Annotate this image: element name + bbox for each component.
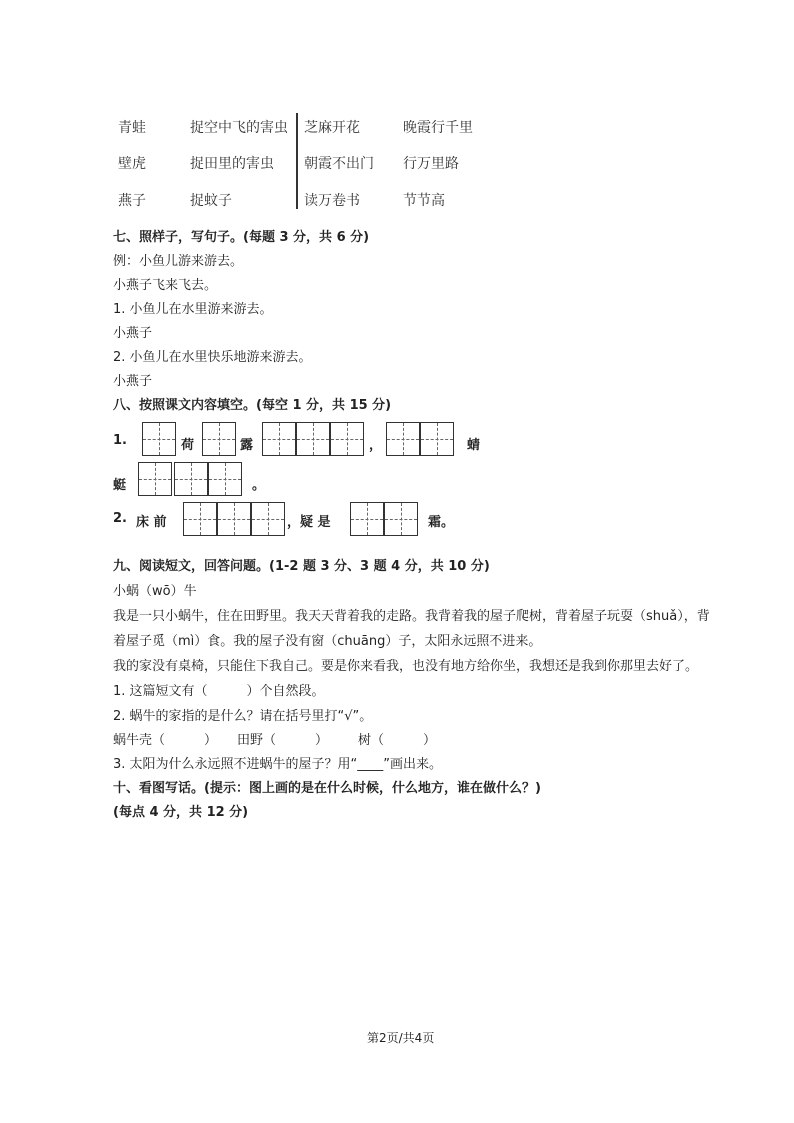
fill-char: ，疑 是	[287, 515, 331, 530]
option-field: 田野（ ）	[237, 733, 329, 748]
example-answer: 小燕子飞来飞去。	[113, 278, 218, 293]
question-1: 1. 这篇短文有（ ）个自然段。	[113, 684, 325, 699]
passage-title: 小蜗（wō）牛	[113, 584, 197, 599]
writing-cell[interactable]	[142, 422, 176, 456]
fill-char: 蜓	[113, 478, 127, 493]
match-left-1: 青蛙	[118, 120, 146, 136]
writing-cell[interactable]	[330, 422, 364, 456]
writing-cell[interactable]	[350, 502, 384, 536]
section-9-heading: 九、阅读短文，回答问题。(1-2 题 3 分、3 题 4 分，共 10 分)	[113, 559, 490, 574]
option-tree: 树（ ）	[358, 733, 437, 748]
section-10-points: (每点 4 分，共 12 分)	[113, 805, 249, 820]
answer-2-prefix: 小燕子	[113, 374, 153, 389]
writing-cell[interactable]	[420, 422, 454, 456]
passage-line: 我是一只小蜗牛，住在田野里。我天天背着我的走路。我背着我的屋子爬树，背着屋子玩耍（shuǎ），背	[113, 609, 710, 624]
writing-cell[interactable]	[386, 422, 420, 456]
writing-cell[interactable]	[183, 502, 217, 536]
match-far-2: 行万里路	[403, 156, 459, 172]
question-2: 2. 小鱼儿在水里快乐地游来游去。	[113, 350, 312, 365]
fill-char: 蜻	[467, 438, 481, 453]
passage-line: 我的家没有桌椅，只能住下我自己。要是你来看我，也没有地方给你坐，我想还是我到你那里去好了。	[113, 659, 699, 674]
writing-cell[interactable]	[208, 462, 242, 496]
fill-char: 露	[240, 438, 254, 453]
writing-cell[interactable]	[296, 422, 330, 456]
match-far-3: 节节高	[403, 193, 445, 209]
fill-char: 床 前	[136, 515, 167, 530]
question-2: 2. 蜗牛的家指的是什么？请在括号里打“√”。	[113, 709, 373, 724]
match-right-2: 朝霞不出门	[304, 156, 374, 172]
writing-cell[interactable]	[174, 462, 208, 496]
match-right-1: 芝麻开花	[304, 120, 360, 136]
section-8-heading: 八、按照课文内容填空。(每空 1 分，共 15 分)	[113, 398, 392, 413]
match-left-3: 燕子	[118, 193, 146, 209]
passage-line: 着屋子觅（mì）食。我的屋子没有窗（chuāng）子，太阳永远照不进来。	[113, 634, 542, 649]
match-mid-3: 捉蚊子	[190, 193, 232, 209]
match-right-3: 读万卷书	[304, 193, 360, 209]
fill-char: ，	[369, 438, 383, 453]
fill-line-2-number: 2.	[113, 511, 127, 526]
divider-line	[296, 113, 298, 209]
fill-char: 。	[252, 478, 266, 493]
example-label: 例：小鱼儿游来游去。	[113, 254, 244, 269]
fill-line-1-number: 1.	[113, 433, 127, 448]
match-far-1: 晚霞行千里	[403, 120, 473, 136]
question-1: 1. 小鱼儿在水里游来游去。	[113, 302, 273, 317]
question-3: 3. 太阳为什么永远照不进蜗牛的屋子？用“____”画出来。	[113, 757, 443, 772]
match-left-2: 壁虎	[118, 156, 146, 172]
writing-cell[interactable]	[217, 502, 251, 536]
answer-1-prefix: 小燕子	[113, 326, 153, 341]
fill-char: 荷	[181, 438, 195, 453]
writing-cell[interactable]	[262, 422, 296, 456]
option-shell: 蜗牛壳（ ）	[113, 733, 218, 748]
match-mid-2: 捉田里的害虫	[190, 156, 274, 172]
match-mid-1: 捉空中飞的害虫	[190, 120, 288, 136]
section-7-heading: 七、照样子，写句子。(每题 3 分，共 6 分)	[113, 230, 370, 245]
writing-cell[interactable]	[384, 502, 418, 536]
page-footer: 第2页/共4页	[367, 1031, 435, 1045]
writing-cell[interactable]	[202, 422, 236, 456]
writing-cell[interactable]	[138, 462, 172, 496]
section-10-heading: 十、看图写话。(提示：图上画的是在什么时候，什么地方，谁在做什么？)	[113, 781, 541, 796]
fill-char: 霜。	[428, 515, 455, 530]
writing-cell[interactable]	[251, 502, 285, 536]
